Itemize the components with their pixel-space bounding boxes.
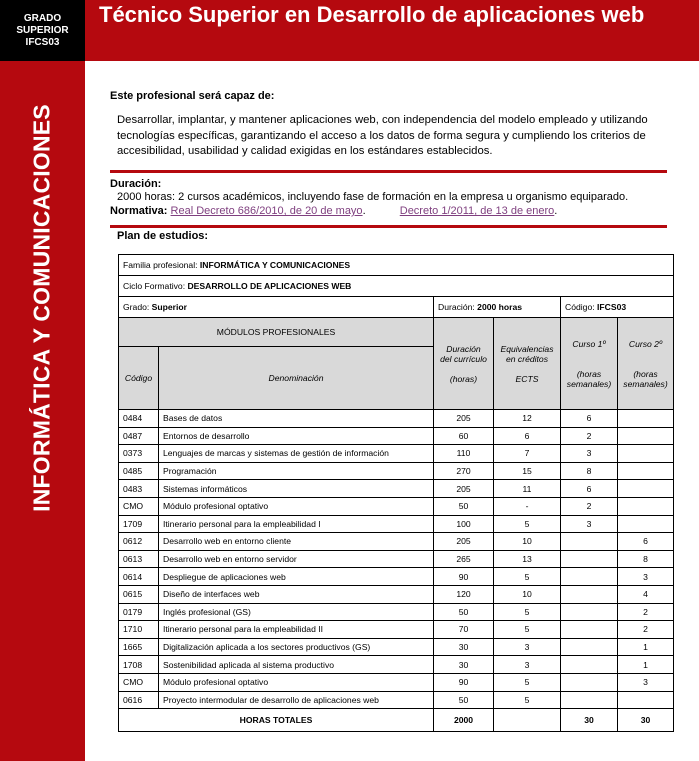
- ciclo-value: DESARROLLO DE APLICACIONES WEB: [187, 281, 352, 291]
- plan-title: Plan de estudios:: [117, 230, 209, 242]
- cell-ects: 6: [494, 427, 561, 445]
- decreto-link[interactable]: Decreto 1/2011, de 13 de enero: [399, 205, 555, 217]
- cell-ects: 5: [494, 603, 561, 621]
- modulos-header: MÓDULOS PROFESIONALES: [119, 318, 434, 347]
- cell-c1: 2: [561, 497, 618, 515]
- table-row: [119, 533, 674, 551]
- totals-curso2: 30: [618, 709, 674, 732]
- cell-codigo: 0373: [119, 445, 159, 463]
- table-row: [119, 638, 674, 656]
- cell-denominacion: Desarrollo web en entorno servidor: [159, 550, 434, 568]
- cell-denominacion: Programación: [159, 462, 434, 480]
- totals-horas: 2000: [434, 709, 494, 732]
- cell-c1: [561, 585, 618, 603]
- cell-denominacion: Despliegue de aplicaciones web: [159, 568, 434, 586]
- table-row: [119, 656, 674, 674]
- familia-row: [119, 255, 674, 276]
- codigo-cell-label: Código:: [565, 302, 595, 312]
- cell-c2: [618, 462, 674, 480]
- cell-horas: 205: [434, 533, 494, 551]
- table-row: [119, 550, 674, 568]
- cell-denominacion: Itinerario personal para la empleabilidad II: [159, 621, 434, 639]
- totals-curso1: 30: [561, 709, 618, 732]
- normativa-sep: .: [362, 205, 366, 217]
- cell-codigo: 0487: [119, 427, 159, 445]
- table-row: [119, 410, 674, 428]
- denominacion-header: Denominación: [159, 347, 434, 410]
- curso2-header: Curso 2º (horas semanales): [618, 318, 674, 410]
- cell-horas: 205: [434, 410, 494, 428]
- normativa-line: [110, 205, 557, 217]
- cell-denominacion: Inglés profesional (GS): [159, 603, 434, 621]
- table-row: [119, 673, 674, 691]
- cell-horas: 50: [434, 603, 494, 621]
- cell-codigo: 1665: [119, 638, 159, 656]
- cell-c2: 8: [618, 550, 674, 568]
- header-row-1: [119, 318, 674, 347]
- grado-row: [119, 297, 674, 318]
- totals-label: HORAS TOTALES: [119, 709, 434, 732]
- cell-c1: 6: [561, 480, 618, 498]
- cell-c2: 3: [618, 568, 674, 586]
- cell-c2: [618, 410, 674, 428]
- cell-codigo: CMO: [119, 497, 159, 515]
- cell-ects: 5: [494, 691, 561, 709]
- cell-codigo: 0483: [119, 480, 159, 498]
- badge-line-2: SUPERIOR: [16, 25, 69, 36]
- description: Desarrollar, implantar, y mantener aplicaciones web, con independencia del modelo empleado y utilizando tecnologías específicas, garantizando el acceso a los datos de forma segura y cumpliendo los criterios de accesibilidad, usabilidad y calidad exigidas en los estándares establecidos.: [117, 114, 648, 157]
- cell-c1: 3: [561, 445, 618, 463]
- cell-horas: 110: [434, 445, 494, 463]
- cell-codigo: 1709: [119, 515, 159, 533]
- cell-codigo: 0615: [119, 585, 159, 603]
- cell-c2: 2: [618, 603, 674, 621]
- cell-horas: 205: [434, 480, 494, 498]
- duracion-header: Duración del currículo (horas): [434, 318, 494, 410]
- divider-bottom: [110, 225, 667, 228]
- cell-ects: 7: [494, 445, 561, 463]
- cell-c2: 4: [618, 585, 674, 603]
- cell-ects: 3: [494, 638, 561, 656]
- cell-horas: 265: [434, 550, 494, 568]
- page-title: Técnico Superior en Desarrollo de aplicaciones web: [99, 2, 645, 27]
- cell-c2: [618, 515, 674, 533]
- cell-denominacion: Lenguajes de marcas y sistemas de gestión de información: [159, 445, 434, 463]
- table-row: [119, 497, 674, 515]
- ciclo-label: Ciclo Formativo:: [123, 281, 186, 291]
- cell-codigo: CMO: [119, 673, 159, 691]
- cell-denominacion: Entornos de desarrollo: [159, 427, 434, 445]
- cell-codigo: 0616: [119, 691, 159, 709]
- duracion-cell-label: Duración:: [438, 302, 475, 312]
- cell-codigo: 1708: [119, 656, 159, 674]
- cell-ects: 15: [494, 462, 561, 480]
- cell-denominacion: Proyecto intermodular de desarrollo de aplicaciones web: [159, 691, 434, 709]
- table-row: [119, 480, 674, 498]
- cell-denominacion: Sistemas informáticos: [159, 480, 434, 498]
- cell-codigo: 0484: [119, 410, 159, 428]
- cell-horas: 70: [434, 621, 494, 639]
- cell-denominacion: Módulo profesional optativo: [159, 673, 434, 691]
- header-bar: [85, 0, 699, 61]
- cell-c2: [618, 445, 674, 463]
- cell-ects: 13: [494, 550, 561, 568]
- cell-c1: 6: [561, 410, 618, 428]
- grade-badge: [0, 0, 85, 61]
- cell-codigo: 0614: [119, 568, 159, 586]
- cell-c2: [618, 480, 674, 498]
- cell-denominacion: Módulo profesional optativo: [159, 497, 434, 515]
- cell-horas: 90: [434, 568, 494, 586]
- ciclo-row: [119, 276, 674, 297]
- cell-c2: [618, 497, 674, 515]
- cell-denominacion: Bases de datos: [159, 410, 434, 428]
- cell-ects: 3: [494, 656, 561, 674]
- cell-c1: [561, 621, 618, 639]
- ects-header: Equivalencias en créditos ECTS: [494, 318, 561, 410]
- grado-value: Superior: [151, 302, 188, 312]
- badge-line-1: GRADO: [23, 13, 62, 24]
- cell-c1: [561, 656, 618, 674]
- codigo-cell-value: IFCS03: [597, 302, 627, 312]
- table-row: [119, 585, 674, 603]
- cell-codigo: 0179: [119, 603, 159, 621]
- cell-horas: 30: [434, 638, 494, 656]
- cell-c1: 8: [561, 462, 618, 480]
- cell-horas: 90: [434, 673, 494, 691]
- table-row: [119, 515, 674, 533]
- table-row: [119, 462, 674, 480]
- cell-codigo: 0612: [119, 533, 159, 551]
- table-row: [119, 691, 674, 709]
- cell-horas: 50: [434, 497, 494, 515]
- cell-horas: 60: [434, 427, 494, 445]
- cell-ects: 10: [494, 533, 561, 551]
- cell-c1: [561, 568, 618, 586]
- normativa-end: .: [554, 205, 558, 217]
- cell-ects: -: [494, 497, 561, 515]
- cell-denominacion: Desarrollo web en entorno cliente: [159, 533, 434, 551]
- totals-row: [119, 709, 674, 732]
- module-rows: [119, 410, 674, 709]
- cell-c2: 3: [618, 673, 674, 691]
- cell-ects: 11: [494, 480, 561, 498]
- cell-c1: 2: [561, 427, 618, 445]
- divider-top: [110, 170, 667, 173]
- table-row: [119, 445, 674, 463]
- cell-denominacion: Itinerario personal para la empleabilidad I: [159, 515, 434, 533]
- cell-c2: [618, 427, 674, 445]
- cell-codigo: 0485: [119, 462, 159, 480]
- cell-ects: 5: [494, 515, 561, 533]
- cell-horas: 120: [434, 585, 494, 603]
- curso1-header: Curso 1º (horas semanales): [561, 318, 618, 410]
- duracion-label: Duración:: [110, 178, 162, 190]
- cell-c1: [561, 533, 618, 551]
- table-row: [119, 427, 674, 445]
- cell-c1: 3: [561, 515, 618, 533]
- cell-codigo: 1710: [119, 621, 159, 639]
- cell-ects: 10: [494, 585, 561, 603]
- cell-ects: 5: [494, 621, 561, 639]
- cell-c1: [561, 673, 618, 691]
- familia-value: INFORMÁTICA Y COMUNICACIONES: [199, 260, 351, 270]
- plan-table: [118, 254, 674, 732]
- cell-denominacion: Digitalización aplicada a los sectores productivos (GS): [159, 638, 434, 656]
- cell-codigo: 0613: [119, 550, 159, 568]
- cell-horas: 50: [434, 691, 494, 709]
- cell-horas: 30: [434, 656, 494, 674]
- real-decreto-link[interactable]: Real Decreto 686/2010, de 20 de mayo: [170, 205, 363, 217]
- normativa-label: Normativa:: [110, 205, 168, 217]
- cell-c1: [561, 691, 618, 709]
- cell-c2: 6: [618, 533, 674, 551]
- table-row: [119, 568, 674, 586]
- cell-denominacion: Sostenibilidad aplicada al sistema productivo: [159, 656, 434, 674]
- familia-label: Familia profesional:: [123, 260, 198, 270]
- sidebar-vertical-title: INFORMÁTICA Y COMUNICACIONES: [28, 104, 55, 512]
- cell-c2: 2: [618, 621, 674, 639]
- badge-line-3: IFCS03: [25, 37, 60, 48]
- table-row: [119, 621, 674, 639]
- cell-ects: 5: [494, 568, 561, 586]
- cell-horas: 100: [434, 515, 494, 533]
- cell-c1: [561, 550, 618, 568]
- codigo-header: Código: [119, 347, 159, 410]
- cell-ects: 5: [494, 673, 561, 691]
- cell-c2: 1: [618, 656, 674, 674]
- lead-text: Este profesional será capaz de:: [110, 90, 275, 102]
- table-row: [119, 603, 674, 621]
- totals-ects: [494, 709, 561, 732]
- cell-c1: [561, 638, 618, 656]
- duracion-cell-value: 2000 horas: [477, 302, 523, 312]
- cell-ects: 12: [494, 410, 561, 428]
- cell-c2: [618, 691, 674, 709]
- grado-label: Grado:: [123, 302, 150, 312]
- cell-c2: 1: [618, 638, 674, 656]
- duracion-text: 2000 horas: 2 cursos académicos, incluyendo fase de formación en la empresa u organismo equiparado.: [117, 191, 629, 203]
- cell-horas: 270: [434, 462, 494, 480]
- sidebar: [0, 0, 85, 761]
- cell-c1: [561, 603, 618, 621]
- cell-denominacion: Diseño de interfaces web: [159, 585, 434, 603]
